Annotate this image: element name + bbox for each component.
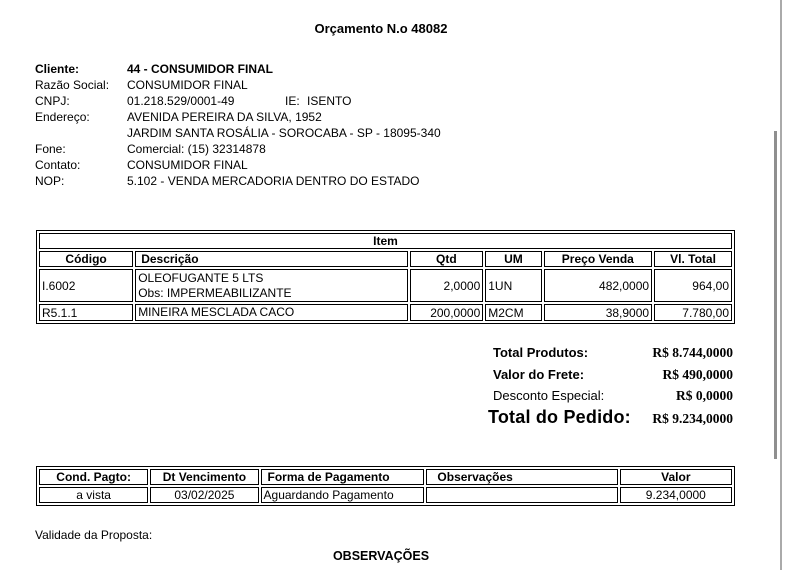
- endereco-value-line1: AVENIDA PEREIRA DA SILVA, 1952: [127, 110, 322, 124]
- item-descricao: MINEIRA MESCLADA CACO: [135, 304, 407, 321]
- total-produtos-value: R$ 8.744,0000: [652, 345, 733, 360]
- scrollbar-track[interactable]: [780, 0, 782, 570]
- column-header-forma-pagamento: Forma de Pagamento: [261, 469, 425, 485]
- items-table-group-header: Item: [39, 233, 732, 249]
- table-row: [39, 269, 732, 302]
- column-header-dt-vencimento: Dt Vencimento: [150, 469, 258, 485]
- cnpj-row: [127, 93, 441, 109]
- item-qtd: 2,0000: [410, 269, 484, 302]
- scrollbar-thumb[interactable]: [774, 131, 777, 459]
- item-vl-total: 964,00: [654, 269, 732, 302]
- payment-cond-pagto: a vista: [39, 487, 148, 503]
- payment-dt-vencimento: 03/02/2025: [150, 487, 258, 503]
- item-descricao-line2: Obs: IMPERMEABILIZANTE: [138, 285, 292, 300]
- items-table-header-row: [39, 251, 732, 267]
- column-header-um: UM: [485, 251, 541, 267]
- total-pedido-row: [488, 407, 733, 428]
- ie-value: ISENTO: [307, 94, 352, 108]
- total-pedido-label: Total do Pedido:: [488, 407, 631, 427]
- endereco-value-line2: JARDIM SANTA ROSÁLIA - SOROCABA - SP - 18095-340: [127, 126, 441, 140]
- endereco-label: Endereço:: [35, 110, 90, 124]
- item-vl-total: 7.780,00: [654, 304, 732, 321]
- column-header-observacoes: Observações: [426, 469, 617, 485]
- desconto-especial-label: Desconto Especial:: [493, 388, 605, 403]
- payment-table-header-row: [39, 469, 732, 485]
- table-row: [39, 487, 732, 503]
- ie-label: IE:: [285, 94, 300, 108]
- valor-frete-value: R$ 490,0000: [662, 367, 733, 382]
- item-um: 1UN: [485, 269, 541, 302]
- column-header-qtd: Qtd: [410, 251, 484, 267]
- cnpj-label: CNPJ:: [35, 94, 70, 108]
- item-codigo: R5.1.1: [39, 304, 133, 321]
- item-descricao-line1: OLEOFUGANTE 5 LTS: [138, 270, 264, 285]
- desconto-especial-row: [493, 388, 733, 404]
- column-header-vl-total: Vl. Total: [654, 251, 732, 267]
- column-header-cond-pagto: Cond. Pagto:: [39, 469, 148, 485]
- client-label: Cliente:: [35, 62, 80, 76]
- razao-social-value: CONSUMIDOR FINAL: [127, 78, 248, 92]
- item-preco-venda: 482,0000: [544, 269, 653, 302]
- document-title: Orçamento N.o 48082: [314, 21, 448, 36]
- table-row: [39, 304, 732, 321]
- column-header-codigo: Código: [39, 251, 133, 267]
- contato-label: Contato:: [35, 158, 81, 172]
- endereco-label-spacer: [35, 125, 127, 141]
- item-preco-venda: 38,9000: [544, 304, 653, 321]
- razao-social-label: Razão Social:: [35, 78, 110, 92]
- observacoes-section-title: OBSERVAÇÕES: [332, 549, 430, 563]
- cnpj-value: 01.218.529/0001-49: [127, 94, 235, 108]
- nop-label: NOP:: [35, 174, 65, 188]
- column-header-preco-venda: Preço Venda: [544, 251, 653, 267]
- payment-forma-pagamento: Aguardando Pagamento: [261, 487, 425, 503]
- total-pedido-value: R$ 9.234,0000: [652, 411, 733, 426]
- valor-frete-row: [493, 367, 733, 383]
- payment-table: [36, 466, 735, 506]
- total-produtos-row: [493, 345, 733, 361]
- client-info: [35, 61, 441, 189]
- items-table: [36, 230, 735, 324]
- item-qtd: 200,0000: [410, 304, 484, 321]
- column-header-descricao: Descrição: [135, 251, 407, 267]
- item-codigo: I.6002: [39, 269, 133, 302]
- nop-value: 5.102 - VENDA MERCADORIA DENTRO DO ESTADO: [127, 174, 420, 188]
- total-produtos-label: Total Produtos:: [493, 345, 589, 360]
- desconto-especial-value: R$ 0,0000: [676, 388, 733, 403]
- item-descricao: [135, 269, 407, 302]
- valor-frete-label: Valor do Frete:: [493, 367, 585, 382]
- contato-value: CONSUMIDOR FINAL: [127, 158, 248, 172]
- fone-value: Comercial: (15) 32314878: [127, 142, 266, 156]
- fone-label: Fone:: [35, 142, 66, 156]
- column-header-valor: Valor: [620, 469, 732, 485]
- item-um: M2CM: [485, 304, 541, 321]
- payment-valor: 9.234,0000: [620, 487, 732, 503]
- validade-proposta-label: Validade da Proposta:: [35, 528, 153, 542]
- client-value: 44 - CONSUMIDOR FINAL: [127, 62, 274, 76]
- payment-observacoes: [426, 487, 617, 503]
